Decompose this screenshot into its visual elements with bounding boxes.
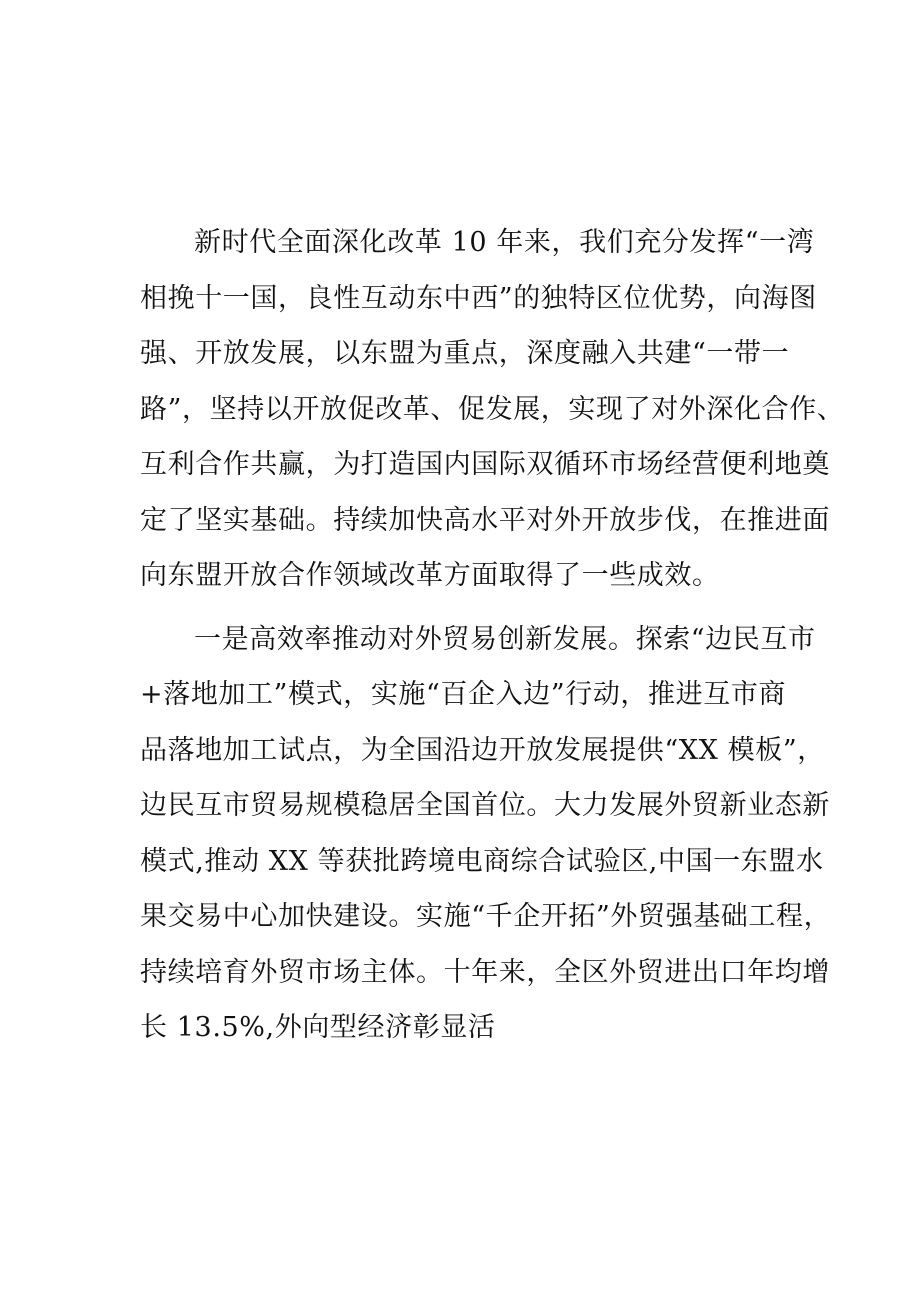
text-line: +落地加工”模式，实施“百企入边”行动，推进互市商 [140,679,787,710]
text-line: 定了坚实基础。持续加快高水平对外开放步伐，在推进面 [140,504,830,536]
text-line: 品落地加工试点，为全国沿边开放发展提供“XX 模板”， [140,734,825,766]
text-line: 持续培育外贸市场主体。十年来，全区外贸进出口年均增 [140,956,830,988]
text-line: 新时代全面深化改革 10 年来，我们充分发挥“一湾 [194,227,815,258]
text-line: 模式,推动 XX 等获批跨境电商综合试验区,中国一东盟水 [140,845,824,877]
paragraph-intro [140,215,845,604]
text-line: 互利合作共赢，为打造国内国际双循环市场经营便利地奠 [140,449,830,480]
paragraph-foreign-trade [140,612,832,1056]
document-body [140,215,845,1064]
text-line: 相挽十一国，良性互动东中西”的独特区位优势，向海图 [140,282,817,314]
text-line: 向东盟开放合作领域改革方面取得了一些成效。 [140,560,720,591]
text-line: 边民互市贸易规模稳居全国首位。大力发展外贸新业态新 [140,790,830,821]
text-line: 长 13.5%,外向型经济彰显活 [140,1012,496,1043]
text-line: 一是高效率推动对外贸易创新发展。探索“边民互市 [194,623,816,655]
text-line: 强、开放发展，以东盟为重点，深度融入共建“一带一 [140,338,790,369]
text-line: 路”，坚持以开放促改革、促发展，实现了对外深化合作、 [140,393,845,425]
text-line: 果交易中心加快建设。实施“千企开拓”外贸强基础工程， [140,901,832,932]
